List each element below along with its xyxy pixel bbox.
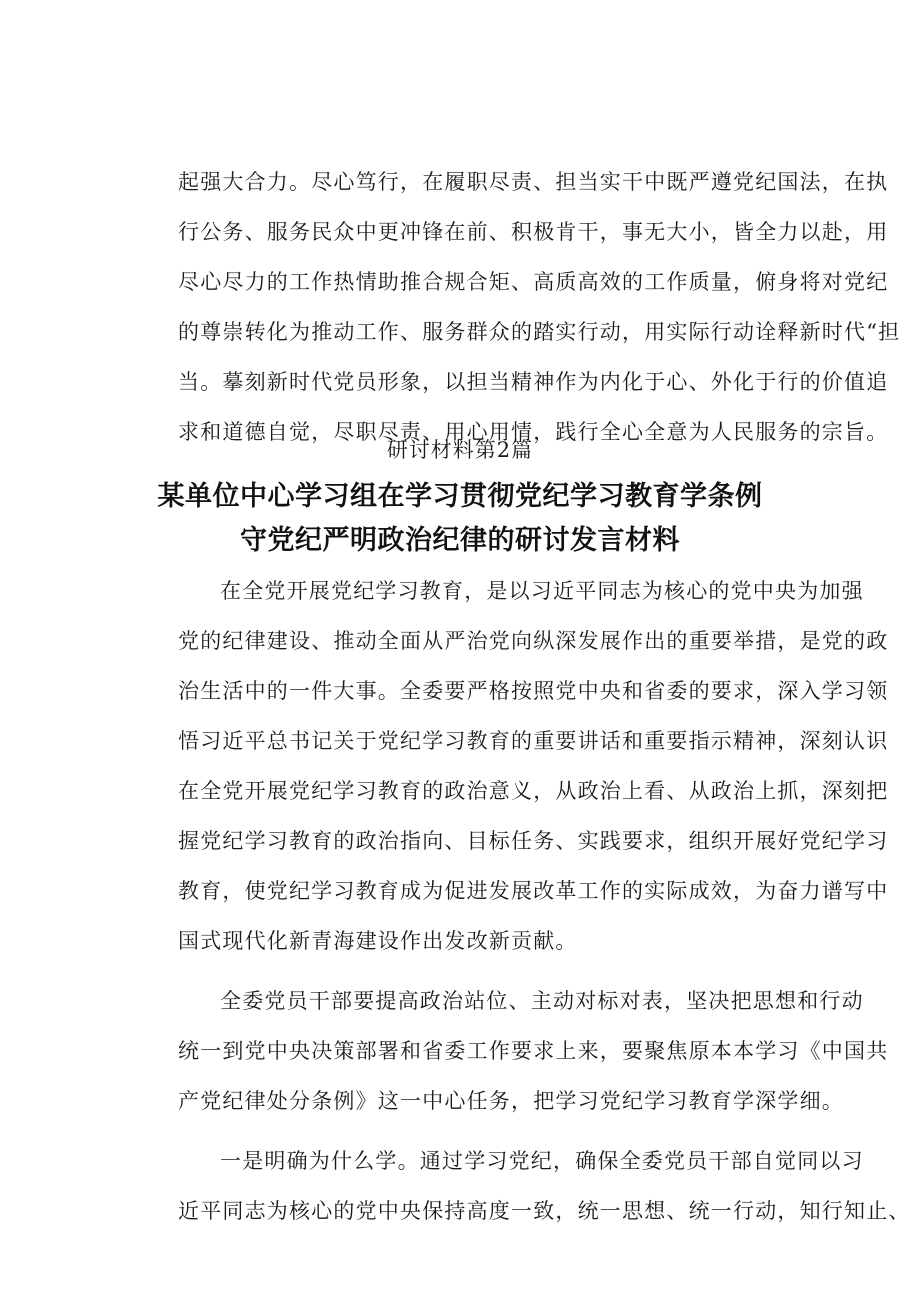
text-line: 在全党开展党纪学习教育的政治意义，从政治上看、从政治上抓，深刻把 [178, 779, 889, 803]
text-line: 握党纪学习教育的政治指向、目标任务、实践要求，组织开展好党纪学习 [178, 829, 889, 853]
text-line: 尽心尽力的工作热情助推合规合矩、高质高效的工作质量，俯身将对党纪 [178, 270, 889, 294]
document-title-line-2: 守党纪严明政治纪律的研讨发言材料 [240, 525, 680, 556]
text-line: 党的纪律建设、推动全面从严治党向纵深发展作出的重要举措，是党的政 [178, 629, 889, 653]
text-line: 的尊崇转化为推动工作、服务群众的踏实行动，用实际行动诠释新时代“担 [178, 320, 901, 344]
section-label: 研讨材料第2篇 [386, 438, 534, 462]
text-line: 近平同志为核心的党中央保持高度一致，统一思想、统一行动，知行知止、 [178, 1199, 911, 1223]
text-line: 产党纪律处分条例》这一中心任务，把学习党纪学习教育学深学细。 [178, 1089, 844, 1113]
text-line: 国式现代化新青海建设作出发改新贡献。 [178, 929, 578, 953]
text-line: 当。摹刻新时代党员形象，以担当精神作为内化于心、外化于行的价值追 [178, 370, 889, 394]
text-line: 在全党开展党纪学习教育，是以习近平同志为核心的党中央为加强 [220, 579, 864, 603]
text-line: 行公务、服务民众中更冲锋在前、积极肯干，事无大小，皆全力以赴，用 [178, 220, 889, 244]
text-line: 统一到党中央决策部署和省委工作要求上来，要聚焦原本本学习《中国共 [178, 1039, 889, 1063]
document-title-line-1: 某单位中心学习组在学习贯彻党纪学习教育学条例 [157, 481, 763, 512]
text-line: 悟习近平总书记关于党纪学习教育的重要讲话和重要指示精神，深刻认识 [178, 729, 889, 753]
text-line: 求和道德自觉，尽职尽责、用心用情，践行全心全意为人民服务的宗旨。 [178, 420, 889, 444]
text-line: 一是明确为什么学。通过学习党纪，确保全委党员干部自觉同以习 [220, 1149, 864, 1173]
text-line: 教育，使党纪学习教育成为促进发展改革工作的实际成效，为奋力谱写中 [178, 879, 889, 903]
text-line: 治生活中的一件大事。全委要严格按照党中央和省委的要求，深入学习领 [178, 679, 889, 703]
text-line: 起强大合力。尽心笃行，在履职尽责、担当实干中既严遵党纪国法，在执 [178, 170, 889, 194]
text-line: 全委党员干部要提高政治站位、主动对标对表，坚决把思想和行动 [220, 989, 864, 1013]
